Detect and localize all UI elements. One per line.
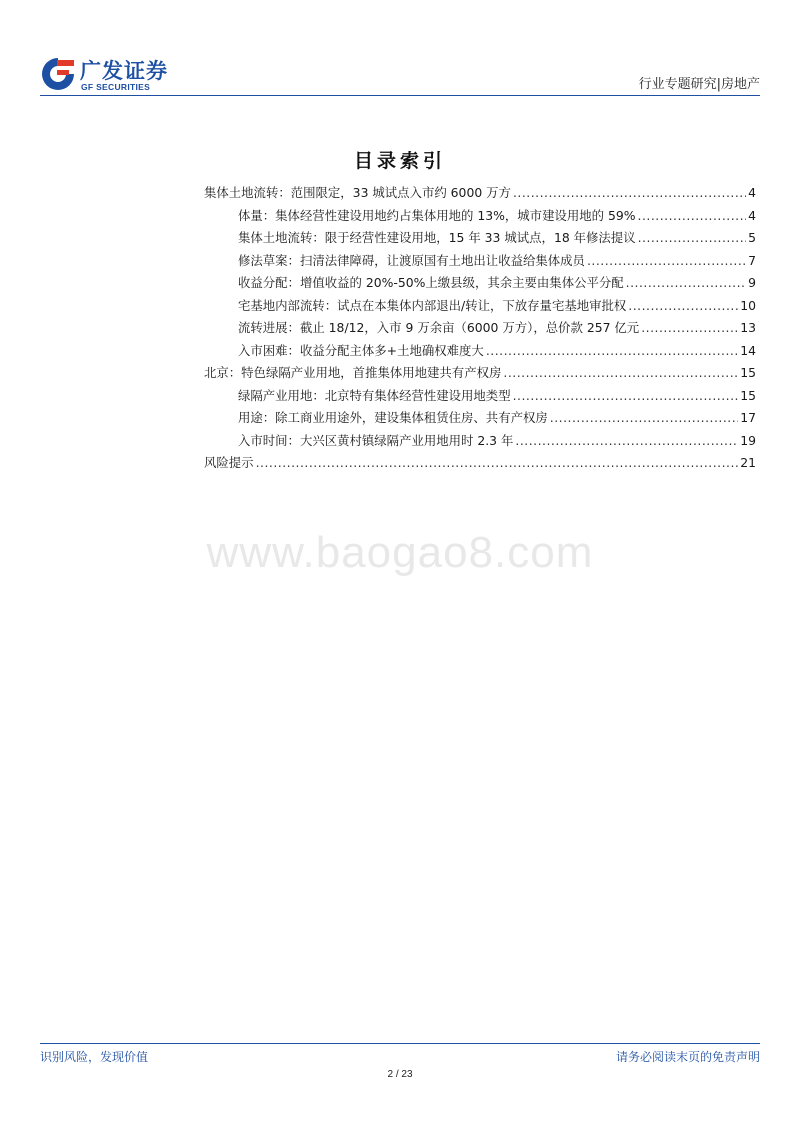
toc-entry-page: 7 bbox=[748, 252, 756, 268]
toc-entry[interactable] bbox=[204, 272, 756, 295]
report-type: 行业专题研究|房地产 bbox=[638, 77, 760, 92]
toc-leader bbox=[515, 430, 738, 453]
toc-entry[interactable] bbox=[204, 340, 756, 363]
toc-leader bbox=[626, 272, 746, 295]
toc-entry[interactable] bbox=[204, 295, 756, 318]
toc-leader bbox=[513, 182, 746, 205]
toc-entry[interactable] bbox=[204, 250, 756, 273]
logo-chinese-name: 广发证券 bbox=[80, 59, 168, 83]
company-logo bbox=[40, 52, 180, 96]
toc-entry[interactable] bbox=[204, 430, 756, 453]
page-number: 2 / 23 bbox=[387, 1069, 413, 1080]
toc-entry[interactable] bbox=[204, 452, 756, 475]
toc-entry-page: 19 bbox=[740, 432, 756, 448]
toc-leader bbox=[638, 227, 747, 250]
toc-entry-page: 4 bbox=[748, 207, 756, 223]
toc-entry-title: 风险提示 bbox=[204, 455, 254, 470]
toc-entry[interactable] bbox=[204, 317, 756, 340]
toc-entry-page: 4 bbox=[748, 185, 756, 200]
toc-entry-title: 用途：除工商业用途外，建设集体租赁住房、共有产权房 bbox=[238, 410, 548, 425]
toc-entry-title: 入市时间：大兴区黄村镇绿隔产业用地用时 2.3 年 bbox=[238, 432, 514, 448]
footer-divider bbox=[40, 1043, 760, 1044]
toc-entry-page: 17 bbox=[740, 410, 756, 425]
toc-entry-title: 宅基地内部流转：试点在本集体内部退出/转让，下放存量宅基地审批权 bbox=[238, 297, 627, 313]
toc-entry[interactable] bbox=[204, 227, 756, 250]
toc-entry-title: 集体土地流转：范围限定，33 城试点入市约 6000 万方 bbox=[204, 185, 511, 200]
toc-entry-page: 15 bbox=[740, 387, 756, 403]
toc-entry-page: 13 bbox=[740, 320, 756, 335]
watermark: www.baogao8.com bbox=[206, 528, 594, 577]
toc-leader bbox=[550, 407, 738, 430]
toc-entry-title: 北京：特色绿隔产业用地，首推集体用地建共有产权房 bbox=[204, 365, 502, 380]
toc-title: 目录索引 bbox=[353, 150, 446, 172]
gf-logo-icon bbox=[40, 56, 76, 92]
toc-leader bbox=[638, 205, 747, 228]
toc-entry-title: 绿隔产业用地：北京特有集体经营性建设用地类型 bbox=[238, 387, 511, 403]
toc-entry-page: 10 bbox=[740, 297, 756, 313]
toc-leader bbox=[628, 295, 738, 318]
toc-entry[interactable] bbox=[204, 205, 756, 228]
toc-leader bbox=[513, 385, 739, 408]
toc-entry[interactable] bbox=[204, 182, 756, 205]
toc-entry[interactable] bbox=[204, 407, 756, 430]
toc-entry-page: 14 bbox=[740, 342, 756, 358]
toc-entry[interactable] bbox=[204, 362, 756, 385]
toc-entry-title: 入市困难：收益分配主体多+土地确权难度大 bbox=[238, 342, 484, 358]
toc-entry-page: 15 bbox=[740, 365, 756, 380]
toc-entry-title: 流转进展：截止 18/12，入市 9 万余亩（6000 万方），总价款 257 亿元 bbox=[238, 320, 640, 335]
toc-entry-page: 9 bbox=[748, 275, 756, 290]
toc-entry-page: 21 bbox=[740, 455, 756, 470]
table-of-contents bbox=[204, 182, 756, 475]
logo-english-name: GF SECURITIES bbox=[81, 82, 151, 92]
footer-disclaimer-note: 请务必阅读末页的免责声明 bbox=[615, 1050, 760, 1064]
toc-leader bbox=[256, 452, 739, 475]
toc-leader bbox=[503, 362, 738, 385]
toc-entry-page: 5 bbox=[748, 230, 756, 245]
footer-slogan: 识别风险，发现价值 bbox=[40, 1050, 149, 1064]
header-divider bbox=[40, 95, 760, 96]
toc-leader bbox=[641, 317, 738, 340]
toc-entry-title: 修法草案：扫清法律障碍，让渡原国有土地出让收益给集体成员 bbox=[238, 252, 585, 268]
toc-entry[interactable] bbox=[204, 385, 756, 408]
toc-leader bbox=[587, 250, 746, 273]
toc-leader bbox=[486, 340, 738, 363]
toc-entry-title: 集体土地流转：限于经营性建设用地，15 年 33 城试点，18 年修法提议 bbox=[238, 230, 636, 245]
toc-entry-title: 收益分配：增值收益的 20%-50%上缴县级，其余主要由集体公平分配 bbox=[238, 275, 624, 290]
toc-entry-title: 体量：集体经营性建设用地约占集体用地的 13%，城市建设用地的 59% bbox=[238, 207, 636, 223]
